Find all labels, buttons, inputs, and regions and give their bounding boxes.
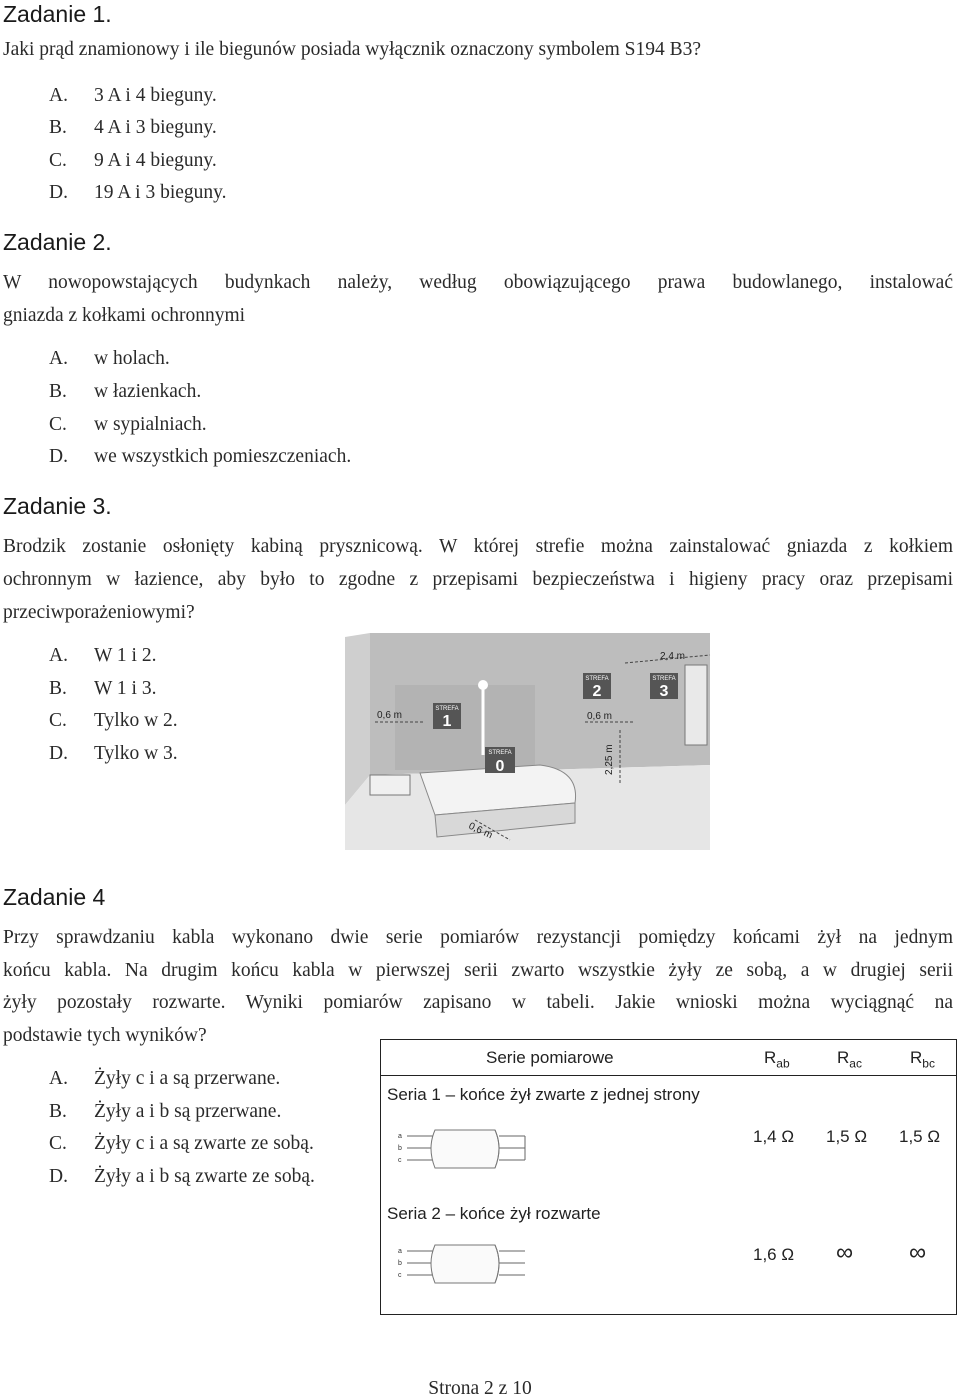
option-text: 4 A i 3 bieguny. bbox=[94, 117, 217, 138]
option-text: w holach. bbox=[94, 348, 170, 369]
r-letter: R bbox=[764, 1048, 777, 1067]
series1-rac-value: 1,5 Ω bbox=[826, 1127, 868, 1146]
option-text: 9 A i 4 bieguny. bbox=[94, 150, 217, 171]
option-letter: B. bbox=[49, 117, 67, 138]
table-header-series: Serie pomiarowe bbox=[486, 1048, 614, 1067]
series2-rbc-value: ∞ bbox=[909, 1239, 927, 1266]
table-header-rab bbox=[764, 1048, 790, 1070]
option-letter: A. bbox=[49, 348, 68, 369]
task4-question-line4: podstawie tych wyników? bbox=[3, 1025, 207, 1046]
r-letter: R bbox=[837, 1048, 850, 1067]
option-letter: A. bbox=[49, 645, 68, 666]
option-text: Tylko w 3. bbox=[94, 743, 178, 764]
series2-rab-value: 1,6 Ω bbox=[753, 1245, 795, 1264]
r-subscript: bc bbox=[922, 1056, 935, 1071]
option-text: 3 A i 4 bieguny. bbox=[94, 85, 217, 106]
wire-label: c bbox=[398, 1272, 402, 1279]
dimension-label: 2,25 m bbox=[604, 744, 615, 775]
zone0-badge bbox=[485, 747, 515, 775]
option-text: we wszystkich pomieszczeniach. bbox=[94, 446, 352, 467]
wire-label: a bbox=[398, 1248, 402, 1255]
task1-title: Zadanie 1. bbox=[3, 1, 112, 27]
bathroom-zones-figure bbox=[335, 625, 715, 850]
dimension-label: 0,6 m bbox=[587, 711, 613, 722]
zone-word: STREFA bbox=[585, 676, 609, 682]
table-header-rac bbox=[837, 1048, 862, 1070]
option-letter: C. bbox=[49, 150, 67, 171]
zone-number: 1 bbox=[442, 713, 452, 730]
table-header-rbc bbox=[910, 1048, 935, 1070]
radiator bbox=[370, 775, 410, 795]
series1-rbc-value: 1,5 Ω bbox=[899, 1127, 941, 1146]
option-letter: D. bbox=[49, 1166, 68, 1187]
option-letter: C. bbox=[49, 1133, 67, 1154]
series1-label: Seria 1 – końce żył zwarte z jednej strony bbox=[387, 1085, 700, 1104]
option-text: Żyły c i a są zwarte ze sobą. bbox=[94, 1133, 314, 1154]
option-letter: A. bbox=[49, 85, 68, 106]
task4-title: Zadanie 4 bbox=[3, 884, 106, 910]
task3-question-line1: Brodzik zostanie osłonięty kabiną prysznicową. W której strefie można zainstalować gniazda z kołkiem bbox=[3, 536, 953, 557]
mirror bbox=[685, 665, 707, 745]
wire-label: a bbox=[398, 1133, 402, 1140]
zone-number: 2 bbox=[592, 683, 602, 700]
option-letter: B. bbox=[49, 1101, 67, 1122]
dimension-label: 0,6 m bbox=[377, 710, 403, 721]
task4-question-line3: żyły pozostały rozwarte. Wyniki pomiarów zapisano w tabeli. Jakie wnioski można wyciągnąć na bbox=[3, 992, 953, 1013]
measurement-table bbox=[380, 1039, 957, 1315]
dimension-label: 0,6 m bbox=[466, 820, 495, 842]
task2-question-line2: gniazda z kołkami ochronnymi bbox=[3, 305, 246, 326]
option-text: Żyły a i b są zwarte ze sobą. bbox=[94, 1166, 315, 1187]
option-text: Żyły a i b są przerwane. bbox=[94, 1101, 282, 1122]
option-text: w łazienkach. bbox=[94, 381, 202, 402]
wire-label: b bbox=[398, 1260, 402, 1267]
series1-rab-value: 1,4 Ω bbox=[753, 1127, 795, 1146]
option-letter: C. bbox=[49, 414, 67, 435]
cable-diagram-shorted bbox=[395, 1128, 545, 1170]
task2-question-line1: W nowopowstających budynkach należy, według obowiązującego prawa budowlanego, instalować bbox=[3, 272, 953, 293]
cable-body bbox=[431, 1245, 499, 1283]
zone2-badge bbox=[583, 673, 611, 700]
option-text: 19 A i 3 bieguny. bbox=[94, 182, 227, 203]
series2-rac-value: ∞ bbox=[836, 1239, 854, 1266]
zone1-badge bbox=[433, 703, 461, 730]
zone-word: STREFA bbox=[435, 706, 459, 712]
zone3-badge bbox=[650, 673, 678, 700]
r-subscript: ab bbox=[776, 1056, 790, 1071]
option-text: Żyły c i a są przerwane. bbox=[94, 1068, 281, 1089]
task2-title: Zadanie 2. bbox=[3, 229, 112, 255]
task3-question-line3: przeciwporażeniowymi? bbox=[3, 602, 195, 623]
cable-body bbox=[431, 1130, 499, 1168]
wire-label: c bbox=[398, 1157, 402, 1164]
cable-diagram-open bbox=[395, 1243, 545, 1285]
task4-question-line1: Przy sprawdzaniu kabla wykonano dwie serie pomiarów rezystancji pomiędzy końcami żył na jednym bbox=[3, 927, 953, 948]
option-letter: C. bbox=[49, 710, 67, 731]
option-letter: B. bbox=[49, 381, 67, 402]
task3-question-line2: ochronnym w łazience, aby było to zgodne z przepisami bezpieczeństwa i higieny pracy oraz przepisami bbox=[3, 569, 953, 590]
dimension-label: 2,4 m bbox=[660, 651, 686, 662]
series2-label: Seria 2 – końce żył rozwarte bbox=[387, 1204, 601, 1223]
task1-question: Jaki prąd znamionowy i ile biegunów posiada wyłącznik oznaczony symbolem S194 B3? bbox=[3, 39, 702, 60]
r-subscript: ac bbox=[849, 1056, 862, 1071]
option-text: W 1 i 3. bbox=[94, 678, 157, 699]
page-number: Strona 2 z 10 bbox=[428, 1378, 532, 1399]
zone-word: STREFA bbox=[652, 676, 676, 682]
zone-word: STREFA bbox=[488, 750, 512, 756]
zone-number: 3 bbox=[659, 683, 669, 700]
left-wall bbox=[345, 633, 370, 805]
table-divider bbox=[381, 1075, 956, 1076]
option-letter: A. bbox=[49, 1068, 68, 1089]
option-text: Tylko w 2. bbox=[94, 710, 178, 731]
option-letter: B. bbox=[49, 678, 67, 699]
shower-head bbox=[478, 680, 488, 690]
option-letter: D. bbox=[49, 743, 68, 764]
r-letter: R bbox=[910, 1048, 923, 1067]
wire-label: b bbox=[398, 1145, 402, 1152]
zone-number: 0 bbox=[495, 758, 505, 775]
task4-question-line2: końcu kabla. Na drugim końcu kabla w pierwszej serii zwarto wszystkie żyły ze sobą, a w drugiej serii bbox=[3, 960, 953, 981]
task3-title: Zadanie 3. bbox=[3, 493, 112, 519]
option-letter: D. bbox=[49, 182, 68, 203]
option-letter: D. bbox=[49, 446, 68, 467]
option-text: W 1 i 2. bbox=[94, 645, 157, 666]
option-text: w sypialniach. bbox=[94, 414, 207, 435]
